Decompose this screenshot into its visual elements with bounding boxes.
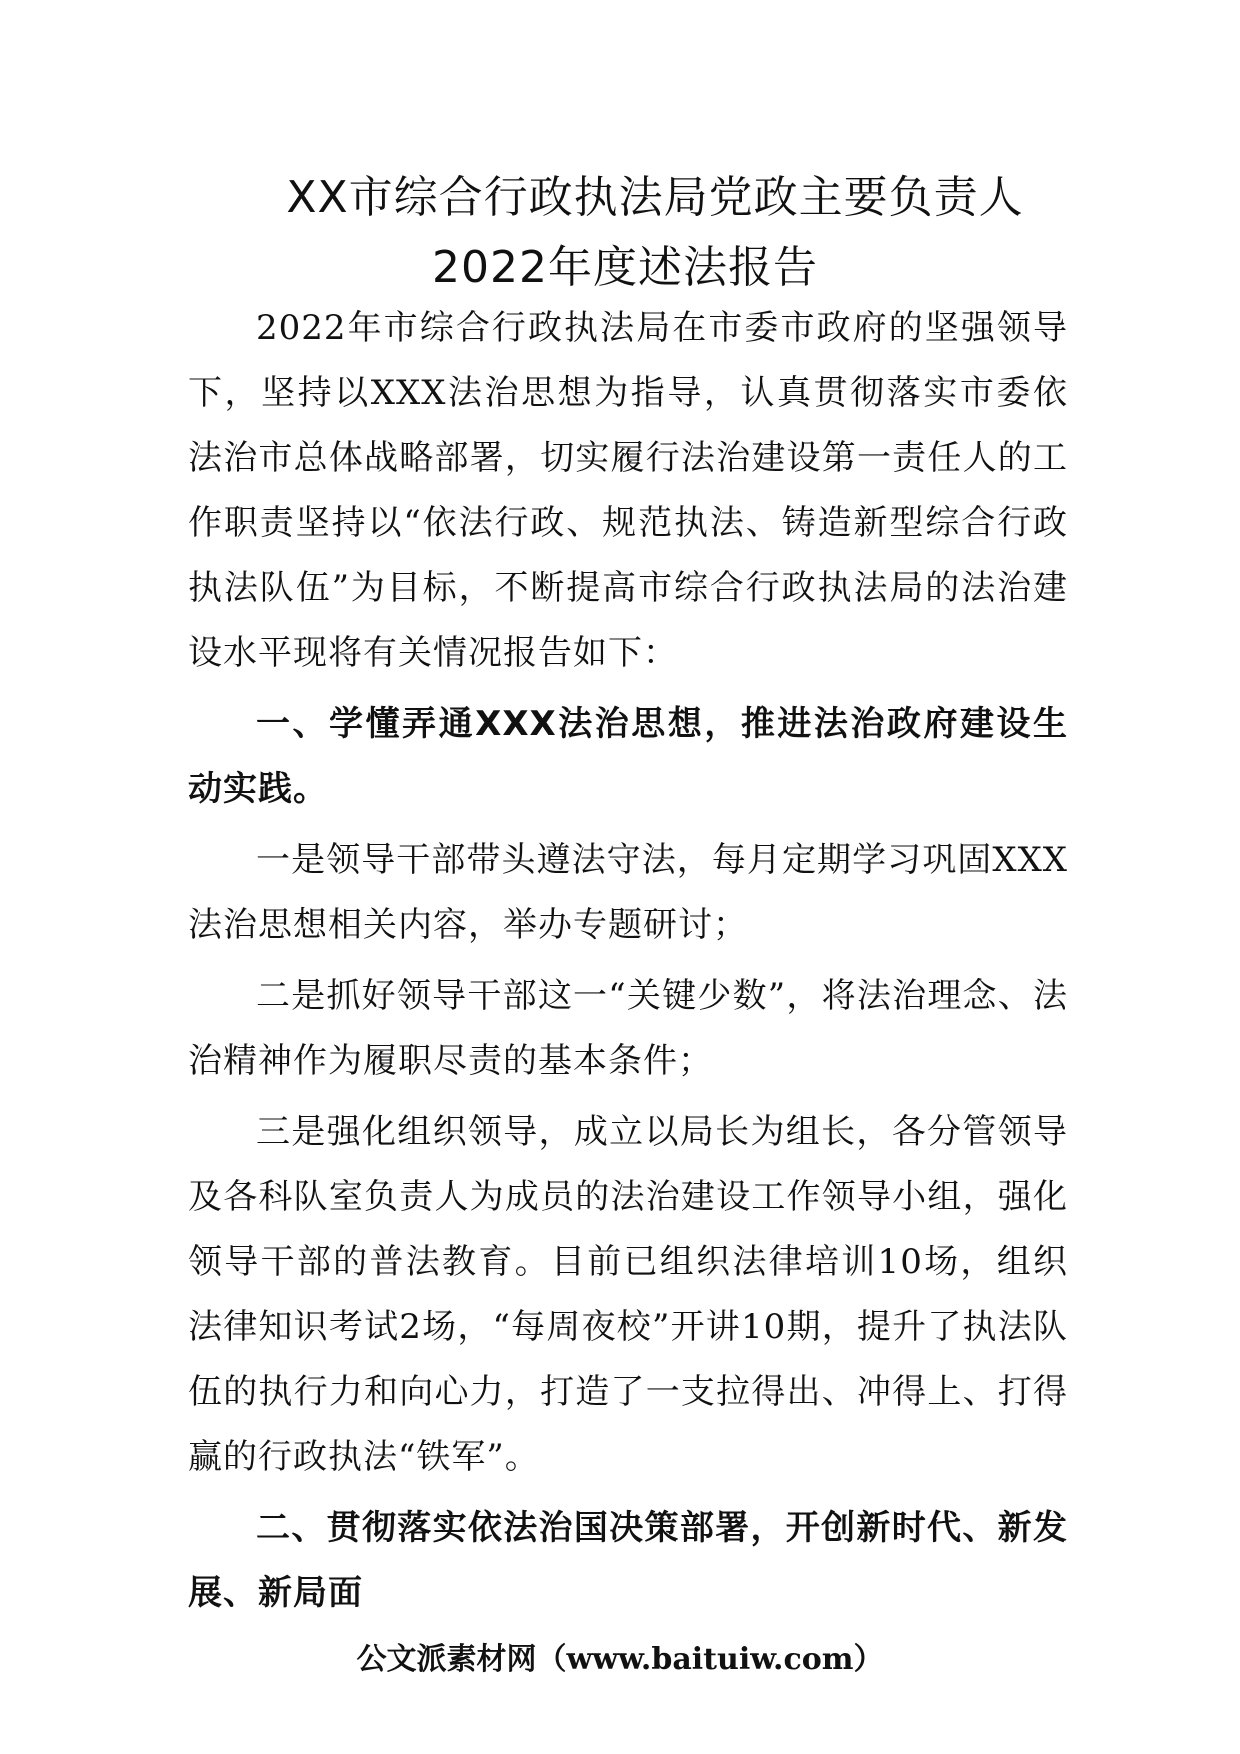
intro-paragraph: 2022年市综合行政执法局在市委市政府的坚强领导下，坚持以XXX法治思想为指导，认真贯彻落实市委依法治市总体战略部署，切实履行法治建设第一责任人的工作职责坚持以“依法行政、规范执法、铸造新型综合行政执法队伍”为目标，不断提高市综合行政执法局的法治建设水平现将有关情况报告如下： (188, 308, 1068, 673)
list-item-3: 三是强化组织领导，成立以局长为组长，各分管领导及各科队室负责人为成员的法治建设工作领导小组，强化领导干部的普法教育。目前已组织法律培训10场，组织法律知识考试2场，“每周夜校”开讲10期，提升了执法队伍的执行力和向心力，打造了一支拉得出、冲得上、打得赢的行政执法“铁军”。 (188, 1112, 1068, 1477)
document-title-line-1: XX市综合行政执法局党政主要负责人 (286, 172, 1024, 223)
list-item-2: 二是抓好领导干部这一“关键少数”，将法治理念、法治精神作为履职尽责的基本条件； (188, 976, 1068, 1081)
document-body (188, 296, 1068, 1626)
section-heading-1: 一、学懂弄通XXX法治思想，推进法治政府建设生动实践。 (188, 704, 1068, 809)
document-title-line-2: 2022年度述法报告 (432, 242, 818, 293)
section-heading-2: 二、贯彻落实依法治国决策部署，开创新时代、新发展、新局面 (188, 1508, 1068, 1613)
list-item-1: 一是领导干部带头遵法守法，每月定期学习巩固XXX法治思想相关内容，举办专题研讨； (188, 840, 1068, 945)
footer-watermark-text: 公文派素材网（www.baituiw.com） (356, 1642, 884, 1677)
